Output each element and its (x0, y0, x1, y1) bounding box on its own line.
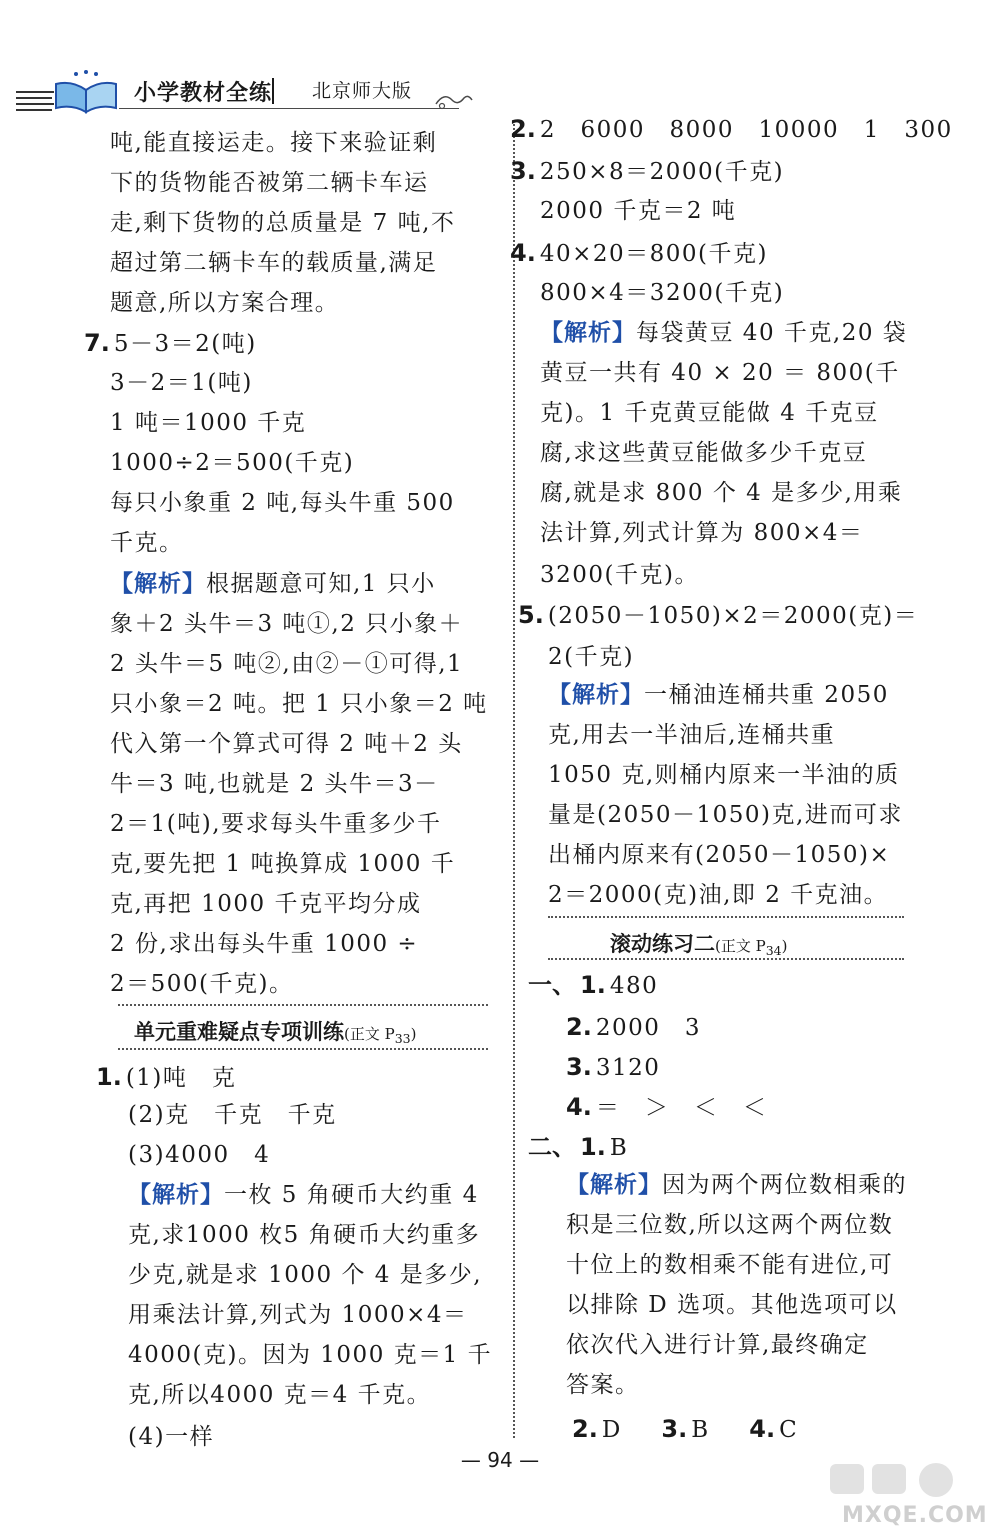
part-1-item-3 (566, 1052, 660, 1083)
question-5 (518, 600, 918, 631)
page-ref-end: ) (410, 1025, 417, 1043)
analysis-line: 克,再把 1000 千克平均分成 (110, 891, 422, 917)
answer-line: 每只小象重 2 吨,每头牛重 500 (110, 490, 455, 516)
analysis-line: 克,要先把 1 吨换算成 1000 千 (110, 851, 456, 877)
analysis-line: 克)。1 千克黄豆能做 4 千克豆 (540, 400, 879, 426)
question-number: 2. (566, 1013, 592, 1041)
answer-text: B (609, 1135, 629, 1161)
analysis-line: 十位上的数相乘不能有进位,可 (566, 1252, 894, 1278)
answer-line: (4)一样 (128, 1424, 215, 1450)
question-number: 1. (580, 971, 606, 999)
page-ref-number: 33 (394, 1031, 411, 1046)
analysis-line (566, 1170, 907, 1200)
answer-line: 1000÷2＝500(千克) (110, 450, 355, 476)
analysis-text: 因为两个两位数相乘的 (662, 1172, 907, 1198)
analysis-tag: 【解析】 (548, 682, 644, 708)
text-line: 吨,能直接运走。接下来验证剩 (110, 130, 438, 156)
analysis-line: 牛＝3 吨,也就是 2 头牛＝3－ (110, 771, 439, 797)
analysis-line: 克,用去一半油后,连桶共重 (548, 722, 836, 748)
answer-line: 2(千克) (548, 644, 635, 670)
analysis-line (110, 569, 436, 599)
answer-line: 3－2＝1(吨) (110, 370, 253, 396)
analysis-line: 克,所以4000 克＝4 千克。 (128, 1382, 432, 1408)
answer-line: (3)4000 4 (128, 1142, 271, 1168)
answer-line: 2000 千克＝2 吨 (540, 198, 737, 224)
page-ref-text: (正文 P (715, 937, 766, 955)
text-line: 走,剩下货物的总质量是 7 吨,不 (110, 210, 456, 236)
section-title-text: 滚动练习二 (610, 932, 715, 956)
text-line: 题意,所以方案合理。 (110, 290, 340, 316)
section-title-text: 单元重难疑点专项训练 (134, 1020, 344, 1044)
question-2 (510, 114, 953, 145)
answer-text: (1)吨 克 (125, 1065, 237, 1091)
analysis-line: 2 头牛＝5 吨②,由②－①可得,1 (110, 651, 464, 677)
analysis-text: 一枚 5 角硬币大约重 4 (224, 1182, 479, 1208)
text-line: 下的货物能否被第二辆卡车运 (110, 170, 429, 196)
answer-line: 千克。 (110, 530, 184, 556)
analysis-line: 象＋2 头牛＝3 吨①,2 只小象＋ (110, 611, 464, 637)
analysis-line: 2＝500(千克)。 (110, 971, 294, 997)
analysis-line: 代入第一个算式可得 2 吨＋2 头 (110, 731, 463, 757)
question-number: 1. (580, 1133, 606, 1161)
analysis-line: 腐,求这些黄豆能做多少千克豆 (540, 440, 868, 466)
analysis-line: 克,求1000 枚5 角硬币大约重多 (128, 1222, 481, 1248)
header-separator (272, 78, 274, 104)
watermark-text: MXQE.COM (842, 1503, 988, 1528)
question-number: 4. (749, 1415, 776, 1443)
section-rule (548, 958, 904, 960)
question-4 (510, 238, 768, 269)
section-title-left (134, 1016, 416, 1046)
analysis-line (548, 680, 889, 710)
part-1-item-2 (566, 1012, 701, 1043)
analysis-line: 1050 克,则桶内原来一半油的质 (548, 762, 900, 788)
question-number: 2. (510, 115, 536, 143)
analysis-line: 积是三位数,所以这两个两位数 (566, 1212, 894, 1238)
part-label: 二、 (528, 1133, 576, 1161)
page-ref (715, 937, 788, 958)
page-ref (344, 1025, 417, 1046)
question-number: 5. (518, 601, 544, 629)
answer-text: ＝ ＞ ＜ ＜ (595, 1095, 768, 1121)
question-number: 3. (566, 1053, 592, 1081)
answer-text: 2000 3 (595, 1015, 701, 1041)
question-number: 1. (96, 1063, 122, 1091)
page-number: — 94 — (460, 1448, 540, 1472)
answer-text: (2050－1050)×2＝2000(克)＝ (547, 603, 919, 629)
analysis-line (540, 318, 907, 348)
watermark-logo (790, 1462, 990, 1528)
part-2-item-1 (528, 1132, 628, 1163)
analysis-text: 一桶油连桶共重 2050 (644, 682, 889, 708)
analysis-line: 出桶内原来有(2050－1050)× (548, 842, 891, 868)
brand-title: 小学教材全练 (134, 81, 273, 106)
page-header (14, 62, 474, 114)
analysis-line: 用乘法计算,列式为 1000×4＝ (128, 1302, 468, 1328)
section-rule (118, 1048, 488, 1050)
question-number: 3. (661, 1415, 688, 1443)
page-ref-text: (正文 P (344, 1025, 395, 1043)
question-number: 2. (572, 1415, 598, 1443)
part-label: 一、 (528, 971, 576, 999)
text-line: 超过第二辆卡车的载质量,满足 (110, 250, 438, 276)
question-number: 4. (566, 1093, 592, 1121)
analysis-line: 2 份,求出每头牛重 1000 ÷ (110, 931, 419, 957)
question-number: 7. (84, 329, 110, 357)
analysis-line: 依次代入进行计算,最终确定 (566, 1332, 869, 1358)
header-rule (119, 108, 459, 109)
answer-text: B (691, 1417, 710, 1443)
analysis-line: 只小象＝2 吨。把 1 只小象＝2 吨 (110, 691, 488, 717)
answer-text: 3120 (595, 1055, 661, 1081)
answer-text: C (779, 1417, 799, 1443)
page-ref-number: 34 (765, 943, 782, 958)
answer-line: 800×4＝3200(千克) (540, 280, 785, 306)
analysis-line: 4000(克)。因为 1000 克＝1 千 (128, 1342, 493, 1368)
section-rule (548, 916, 904, 918)
part-2-last-answers (572, 1414, 798, 1445)
section-title-right (610, 928, 787, 958)
analysis-line: 以排除 D 选项。其他选项可以 (566, 1292, 898, 1318)
analysis-tag: 【解析】 (566, 1172, 662, 1198)
analysis-line: 答案。 (566, 1372, 640, 1398)
analysis-line: 腐,就是求 800 个 4 是多少,用乘 (540, 480, 903, 506)
analysis-line: 黄豆一共有 40 × 20 ＝ 800(千 (540, 360, 900, 386)
analysis-text: 根据题意可知,1 只小 (206, 571, 436, 597)
analysis-tag: 【解析】 (540, 320, 636, 346)
analysis-line: 量是(2050－1050)克,进而可求 (548, 802, 903, 828)
answer-line: 1 吨＝1000 千克 (110, 410, 307, 436)
answer-text: 40×20＝800(千克) (539, 241, 768, 267)
question-number: 3. (510, 157, 536, 185)
answer-line: (2)克 千克 千克 (128, 1102, 337, 1128)
answer-text: 480 (609, 973, 659, 999)
analysis-line: 法计算,列式计算为 800×4＝ (540, 520, 864, 546)
analysis-text: 每袋黄豆 40 千克,20 袋 (636, 320, 908, 346)
analysis-line: 少克,就是求 1000 个 4 是多少, (128, 1262, 483, 1288)
analysis-tag: 【解析】 (110, 571, 206, 597)
answer-text: D (601, 1417, 622, 1443)
analysis-line (128, 1180, 479, 1210)
column-divider (513, 120, 515, 1438)
edition-label: 北京师大版 (312, 80, 413, 102)
swirl-ornament-icon (434, 90, 474, 110)
analysis-line: 3200(千克)。 (540, 562, 699, 588)
answer-text: 250×8＝2000(千克) (539, 159, 785, 185)
section-rule (118, 1004, 488, 1006)
answer-text: 2 6000 8000 10000 1 300 (539, 117, 953, 143)
part-1-item-1 (528, 970, 658, 1001)
answer-text: 5－3＝2(吨) (113, 331, 257, 357)
question-3 (510, 156, 784, 187)
analysis-line: 2＝2000(克)油,即 2 千克油。 (548, 882, 889, 908)
part-1-item-4 (566, 1092, 767, 1123)
question-1 (96, 1062, 236, 1093)
page-ref-end: ) (781, 937, 788, 955)
question-7 (84, 328, 257, 359)
analysis-line: 2＝1(吨),要求每头牛重多少千 (110, 811, 442, 837)
analysis-tag: 【解析】 (128, 1182, 224, 1208)
question-number: 4. (510, 239, 536, 267)
book-logo-icon (14, 70, 119, 114)
